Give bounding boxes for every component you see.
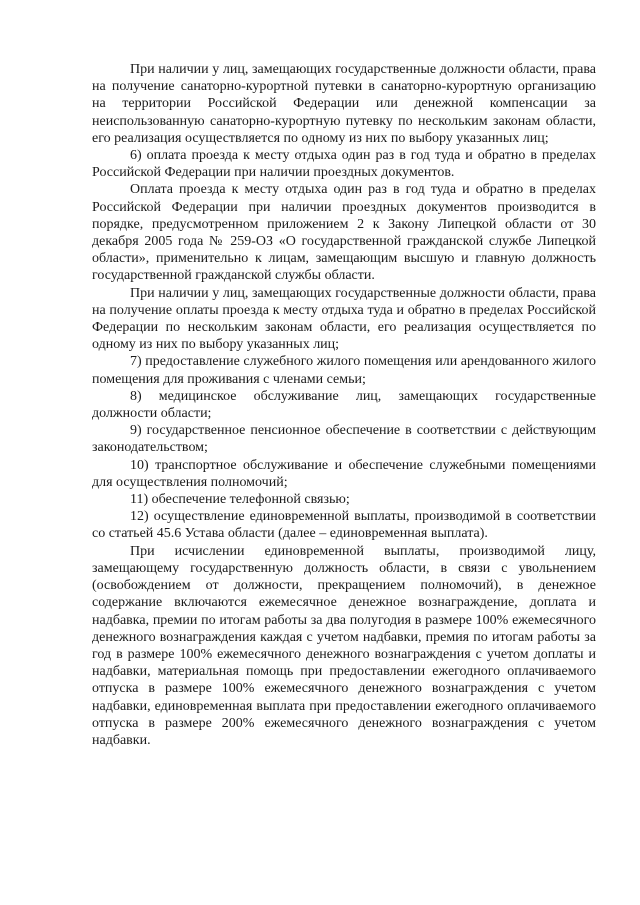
paragraph-travel-payment-procedure: Оплата проезда к месту отдыха один раз в год туда и обратно в пределах Российской Федерации при наличии проездных документов производится в порядке, предусмотренном приложением 2 к Закону Липецкой области от 30 декабря 2005 года № 259-ОЗ «О государственной гражданской службе Липецкой области», применительно к лицам, замещающим высшую и главную должность государственной гражданской службы области. bbox=[92, 182, 596, 284]
paragraph-item-11-telephone: 11) обеспечение телефонной связью; bbox=[130, 492, 350, 508]
paragraph-item-10-transport: 10) транспортное обслуживание и обеспечение служебными помещениями для осуществления полномочий; bbox=[92, 457, 596, 490]
paragraph-item-8-medical: 8) медицинское обслуживание лиц, замещающих государственные должности области; bbox=[92, 388, 596, 422]
paragraph-sanatorium-multiple-laws: При наличии у лиц, замещающих государственные должности области, права на получение санаторно-курортной путевки в санаторно-курортную организацию на территории Российской Федерации или денежной компенсации за неиспользованную санаторно-курортную путевку по нескольким законам области, его реализация осуществляется по одному из них по выбору указанных лиц; bbox=[92, 62, 596, 146]
paragraph-item-6-travel-payment: 6) оплата проезда к месту отдыха один раз в год туда и обратно в пределах Российской Федерации при наличии проездных документов. bbox=[92, 148, 596, 181]
paragraph-item-7-housing: 7) предоставление служебного жилого помещения или арендованного жилого помещения для проживания с членами семьи; bbox=[92, 354, 596, 387]
paragraph-item-12-lump-sum: 12) осуществление единовременной выплаты, производимой в соответствии со статьей 45.6 Устава области (далее – единовременная выплата). bbox=[92, 509, 596, 542]
paragraph-item-9-pension: 9) государственное пенсионное обеспечение в соответствии с действующим законодательством; bbox=[92, 423, 596, 456]
document-body bbox=[92, 61, 596, 749]
paragraph-travel-multiple-laws: При наличии у лиц, замещающих государственные должности области, права на получение оплаты проезда к месту отдыха туда и обратно в пределах Российской Федерации по нескольким законам области, его реализация осуществляется по одному из них по выбору указанных лиц; bbox=[92, 285, 596, 353]
paragraph-lump-sum-calculation: При исчислении единовременной выплаты, производимой лицу, замещающему государственную должность области, в связи с увольнением (освобождением от должности, прекращением полномочий), в денежное содержание включаются ежемесячное денежное вознаграждение, доплата и надбавка, премии по итогам работы за два полугодия в размере 100% ежемесячного денежного вознаграждения каждая с учетом надбавки, премия по итогам работы за год в размере 100% ежемесячного денежного вознаграждения с учетом доплаты и надбавки, материальная помощь при предоставлении ежегодного оплачиваемого отпуска в размере 100% ежемесячного денежного вознаграждения с учетом надбавки, единовременная выплата при предоставлении ежегодного оплачиваемого отпуска в размере 200% ежемесячного денежного вознаграждения с учетом надбавки. bbox=[92, 543, 596, 748]
